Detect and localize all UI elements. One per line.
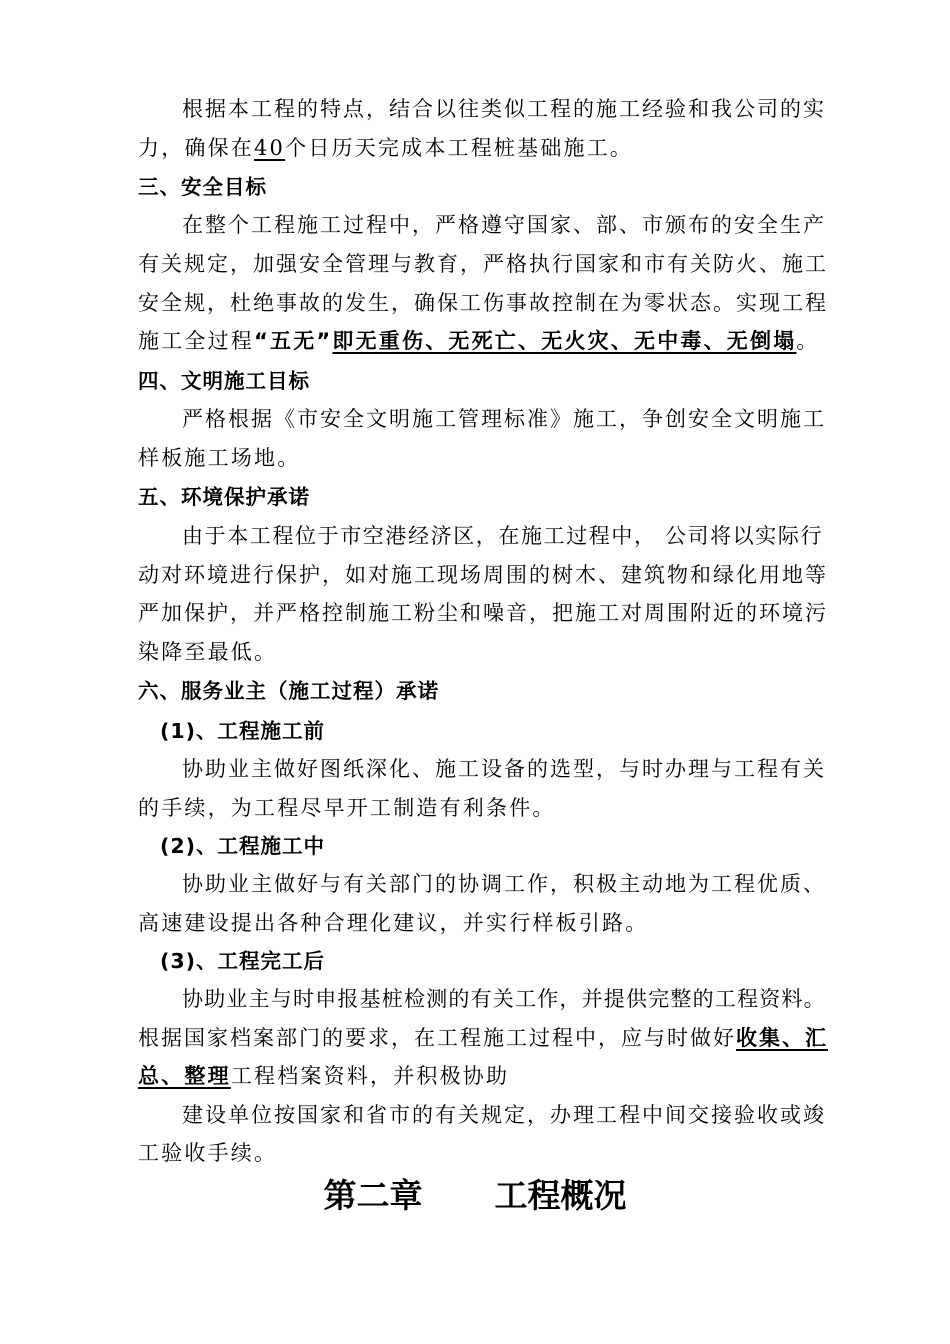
paragraph-line: 有关规定，加强安全管理与教育，严格执行国家和市有关防火、施工 [138, 252, 828, 276]
text: 根据本工程的特点，结合以往类似工程的施工经验和我公司的实 [182, 97, 826, 121]
paragraph-line: 样板施工场地。 [138, 446, 301, 470]
paragraph-line: 协助业主做好与有关部门的协调工作，积极主动地为工程优质、 [182, 872, 826, 896]
paragraph-line: 协助业主与时申报基桩检测的有关工作，并提供完整的工程资料。 [182, 987, 826, 1011]
underlined-text: 总、整理 [138, 1064, 231, 1088]
five-no-label: “五无” [254, 329, 333, 353]
paragraph-line: 动对环境进行保护，如对施工现场周围的树木、建筑物和绿化用地等 [138, 563, 828, 587]
text: 个日历天完成本工程桩基础施工。 [285, 136, 634, 160]
five-no-list: 即无重伤、无死亡、无火灾、无中毒、无倒塌 [332, 329, 797, 353]
paragraph-line [182, 94, 826, 124]
section-heading: 五、环境保护承诺 [138, 485, 310, 509]
chapter-heading [0, 1174, 950, 1218]
paragraph-line: 的手续，为工程尽早开工制造有利条件。 [138, 796, 556, 820]
text: 。 [796, 329, 820, 353]
paragraph-line: 建设单位按国家和省市的有关规定，办理工程中间交接验收或竣 [182, 1103, 826, 1127]
paragraph-line [138, 1023, 828, 1053]
text: 力，确保在 [138, 136, 254, 160]
paragraph-line: 由于本工程位于市空港经济区，在施工过程中， 公司将以实际行 [182, 524, 824, 548]
subsection-heading: (1)、工程施工前 [160, 719, 326, 743]
text: 工程档案资料，并积极协助 [230, 1064, 510, 1088]
paragraph-line: 严格根据《市安全文明施工管理标准》施工，争创安全文明施工 [182, 407, 826, 431]
section-heading: 四、文明施工目标 [138, 369, 310, 393]
text: 根据国家档案部门的要求，在工程施工过程中，应与时做好 [138, 1026, 736, 1050]
chapter-title: 工程概况 [494, 1176, 627, 1215]
paragraph-line: 安全规，杜绝事故的发生，确保工伤事故控制在为零状态。实现工程 [138, 291, 828, 315]
subsection-heading: (2)、工程施工中 [160, 834, 326, 858]
paragraph-line: 在整个工程施工过程中，严格遵守国家、部、市颁布的安全生产 [182, 213, 826, 237]
section-heading: 三、安全目标 [138, 175, 267, 199]
paragraph-line: 严加保护，并严格控制施工粉尘和噪音，把施工对周围附近的环境污 [138, 601, 828, 625]
paragraph-line: 染降至最低。 [138, 640, 278, 664]
subsection-heading: (3)、工程完工后 [160, 949, 326, 973]
paragraph-line [138, 133, 633, 163]
paragraph-line: 工验收手续。 [138, 1141, 278, 1165]
paragraph-line: 协助业主做好图纸深化、施工设备的选型，与时办理与工程有关 [182, 757, 826, 781]
paragraph-line [138, 326, 820, 356]
text: 施工全过程 [138, 329, 254, 353]
chapter-number: 第二章 [323, 1176, 423, 1215]
days-value: 40 [254, 136, 286, 160]
paragraph-line [138, 1061, 509, 1091]
underlined-text: 收集、汇 [736, 1026, 828, 1050]
paragraph-line: 高速建设提出各种合理化建议，并实行样板引路。 [138, 911, 649, 935]
section-heading: 六、服务业主（施工过程）承诺 [138, 679, 439, 703]
